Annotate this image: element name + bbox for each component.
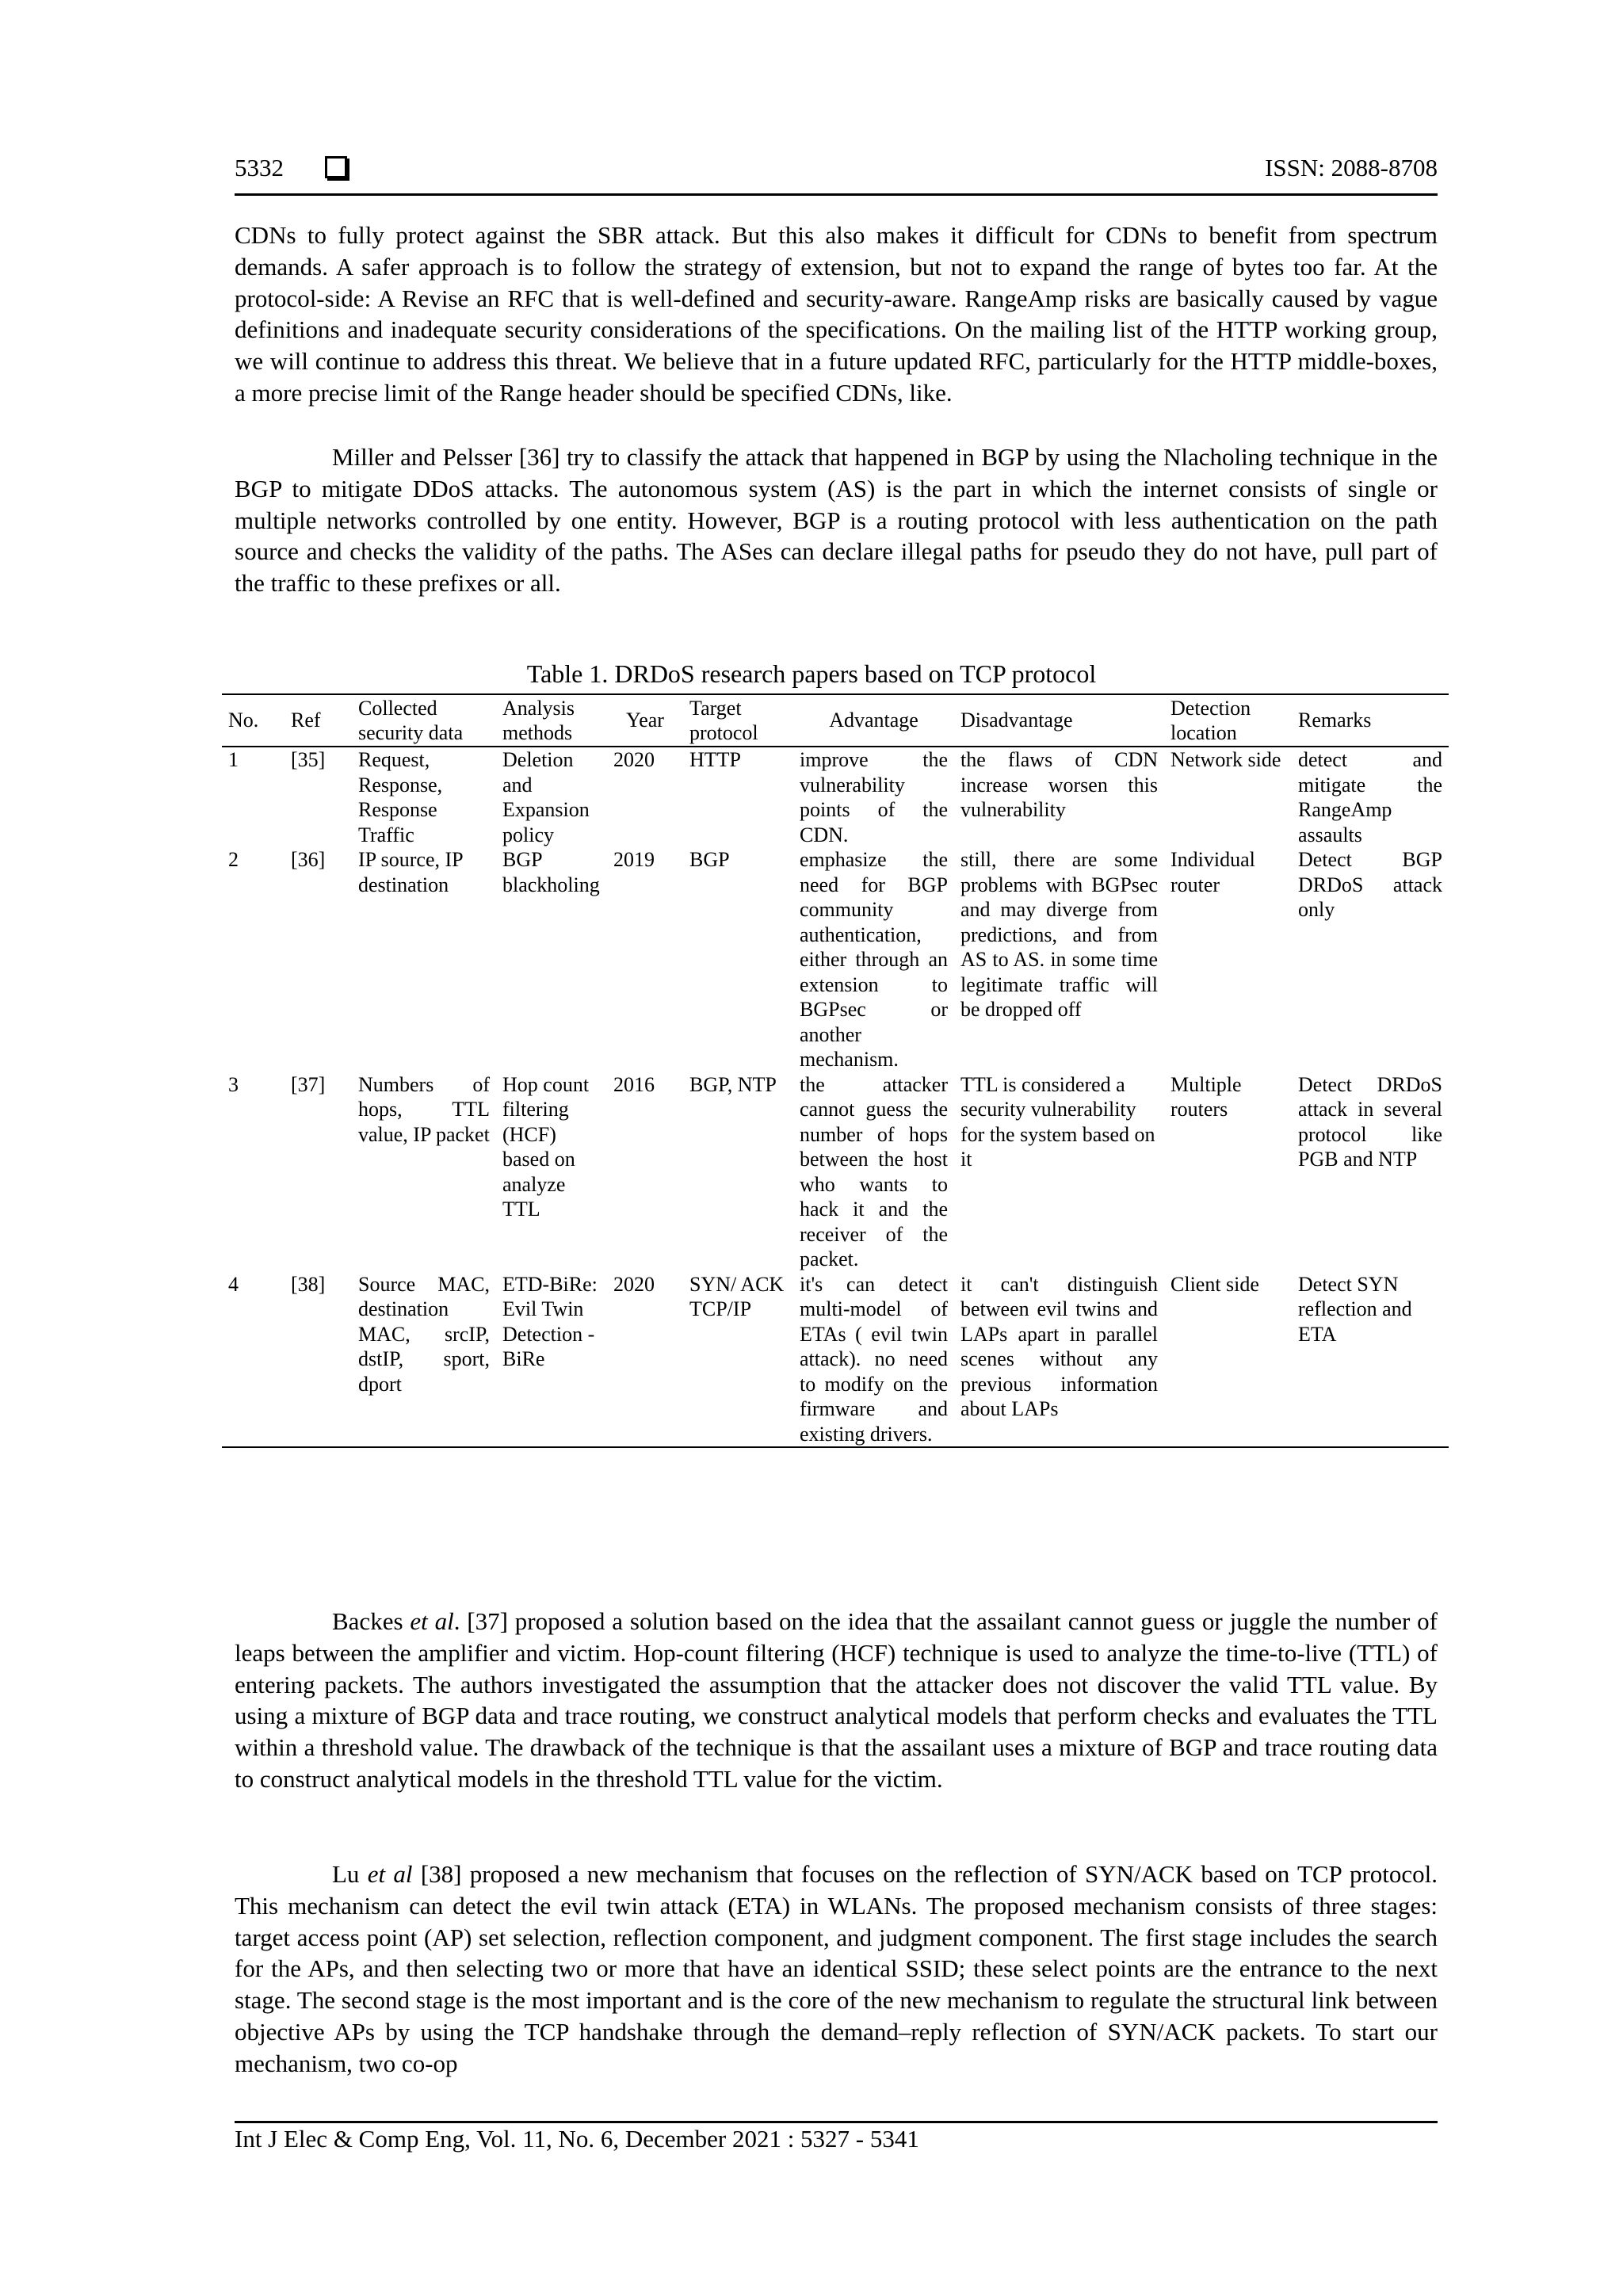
cell-detection: Individual router <box>1170 848 1255 896</box>
cell-ref: [35] <box>291 748 326 771</box>
cell-ref: [36] <box>291 848 326 871</box>
page-header <box>235 154 1438 196</box>
paragraph-rangeamp: CDNs to fully protect against the SBR attack. But this also makes it difficult for CDNs to benefit from spectrum demands. A safer approach is to follow the strategy of extension, but not to expand the range of bytes too far. At the protocol-side: A Revise an RFC that is well-defined and security-aware. RangeAmp risks are basically caused by vague definitions and inadequate security considerations of the specifications. On the mailing list of the HTTP working group, we will continue to address this threat. We believe that in a future updated RFC, particularly for the HTTP middle-boxes, a more precise limit of the Range header should be specified CDNs, like. <box>235 221 1438 407</box>
cell-collected: IP source, IP destination <box>358 848 463 896</box>
page-footer: Int J Elec & Comp Eng, Vol. 11, No. 6, December 2021 : 5327 - 5341 <box>235 2121 1438 2153</box>
cell-disadvantage: the flaws of CDN increase worsen this vulnerability <box>960 748 1158 821</box>
paragraph-lu <box>235 1859 1438 2080</box>
page-number: 5332 <box>235 154 284 181</box>
issn-label: ISSN: 2088-8708 <box>1265 154 1438 181</box>
header-remarks: Remarks <box>1292 694 1449 747</box>
cell-ref: [38] <box>285 1272 352 1448</box>
cell-remarks: Detect DRDoS attack in several protocol like PGB and NTP <box>1298 1072 1442 1171</box>
italic-text: et al <box>367 1860 413 1888</box>
cell-advantage: improve the vulnerability points of the CDN. <box>800 748 948 846</box>
cell-no: 2 <box>228 848 239 871</box>
paragraph-backes <box>235 1606 1438 1795</box>
cell-disadvantage: TTL is considered a security vulnerability for the system based on it <box>960 1072 1155 1171</box>
table-row <box>222 847 1449 1072</box>
cell-no: 1 <box>228 748 239 771</box>
header-ref: Ref <box>285 694 352 747</box>
text-run: Backes <box>332 1607 411 1635</box>
header-no: No. <box>222 694 285 747</box>
cell-detection: Multiple routers <box>1170 1072 1242 1121</box>
drdos-research-table <box>222 693 1449 1448</box>
cell-ref: [37] <box>291 1072 326 1096</box>
cell-detection: Network side <box>1170 748 1281 771</box>
cell-collected: Numbers of hops, TTL value, IP packet <box>358 1072 490 1146</box>
cell-remarks: Detect BGP DRDoS attack only <box>1298 848 1442 921</box>
table-header-row <box>222 694 1449 747</box>
table-row <box>222 747 1449 847</box>
cell-analysis: ETD-BiRe: Evil Twin Detection -BiRe <box>496 1272 607 1448</box>
paragraph-miller-pelsser: Miller and Pelsser [36] try to classify the attack that happened in BGP by using the Nlacholing technique in the BGP to mitigate DDoS attacks. The autonomous system (AS) is the part in which the internet consists of single or multiple networks controlled by one entity. However, BGP is a routing protocol with less authentication on the path source and checks the validity of the paths. The ASes can declare illegal paths for pseudo they do not have, pull part of the traffic to these prefixes or all. <box>235 443 1438 598</box>
cell-target: BGP <box>689 848 730 871</box>
cell-remarks: Detect SYN reflection and ETA <box>1292 1272 1449 1448</box>
cell-year: 2019 <box>613 848 655 871</box>
cell-detection: Client side <box>1164 1272 1292 1448</box>
header-analysis: Analysis methods <box>496 694 607 747</box>
italic-text: et al <box>410 1607 454 1635</box>
header-collected: Collected security data <box>352 694 496 747</box>
cell-year: 2016 <box>613 1072 655 1096</box>
header-year: Year <box>607 694 683 747</box>
cell-analysis: Deletion and Expansion policy <box>502 748 590 846</box>
cell-advantage: emphasize the need for BGP community authentication, either through an extension to BGPsec or another mechanism. <box>800 848 948 1071</box>
cell-no: 4 <box>222 1272 285 1448</box>
cell-year: 2020 <box>607 1272 683 1448</box>
cell-collected: Request, Response, Response Traffic <box>358 748 443 846</box>
cell-year: 2020 <box>613 748 655 771</box>
header-target: Target protocol <box>683 694 793 747</box>
header-advantage: Advantage <box>793 694 954 747</box>
table-row <box>222 1272 1449 1448</box>
table-row <box>222 1072 1449 1272</box>
text-run: . [37] proposed a solution based on the idea that the assailant cannot guess or juggle the number of leaps between the amplifier and victim. Hop-count filtering (HCF) technique is used to analyze the time-to-live (TTL) of entering packets. The authors investigated the assumption that the attacker does not discover the valid TTL value. By using a mixture of BGP data and trace routing, we construct analytical models that perform checks and evaluates the TTL within a threshold value. The drawback of the technique is that the assailant uses a mixture of BGP and trace routing data to construct analytical models in the threshold TTL value for the victim. <box>235 1607 1438 1793</box>
cell-target: SYN/ ACK TCP/IP <box>683 1272 793 1448</box>
square-icon <box>325 156 347 178</box>
cell-advantage: the attacker cannot guess the number of hops between the host who wants to hack it and the receiver of the packet. <box>800 1072 948 1270</box>
cell-advantage: it's can detect multi-model of ETAs ( evil twin attack). no need to modify on the firmware and existing drivers. <box>793 1272 954 1448</box>
cell-target: BGP, NTP <box>689 1072 777 1096</box>
cell-disadvantage: still, there are some problems with BGPsec and may diverge from predictions, and from AS to AS. in some time legitimate traffic will be dropped off <box>960 848 1158 1021</box>
cell-target: HTTP <box>689 748 741 771</box>
text-run: [38] proposed a new mechanism that focuses on the reflection of SYN/ACK based on TCP protocol. This mechanism can detect the evil twin attack (ETA) in WLANs. The proposed mechanism consists of three stages: target access point (AP) set selection, reflection component, and judgment component. The first stage includes the search for the APs, and then selecting two or more that have an identical SSID; these select points are the entrance to the next stage. The second stage is the most important and is the core of the new mechanism to regulate the structural link between objective APs by using the TCP handshake through the demand–reply reflection of SYN/ACK packets. To start our mechanism, two co-op <box>235 1860 1438 2077</box>
cell-no: 3 <box>228 1072 239 1096</box>
text-run: Lu <box>332 1860 368 1888</box>
table-caption: Table 1. DRDoS research papers based on TCP protocol <box>526 659 1097 688</box>
cell-disadvantage: it can't distinguish between evil twins and LAPs apart in parallel scenes without any previous information about LAPs <box>954 1272 1164 1448</box>
cell-remarks: detect and mitigate the RangeAmp assaults <box>1298 748 1442 846</box>
cell-analysis: BGP blackholing <box>502 848 600 896</box>
cell-analysis: Hop count filtering (HCF) based on analyze TTL <box>502 1072 590 1221</box>
cell-collected: Source MAC, destination MAC, srcIP, dstIP, sport, dport <box>352 1272 496 1448</box>
header-detection: Detection location <box>1164 694 1292 747</box>
header-disadvantage: Disadvantage <box>954 694 1164 747</box>
